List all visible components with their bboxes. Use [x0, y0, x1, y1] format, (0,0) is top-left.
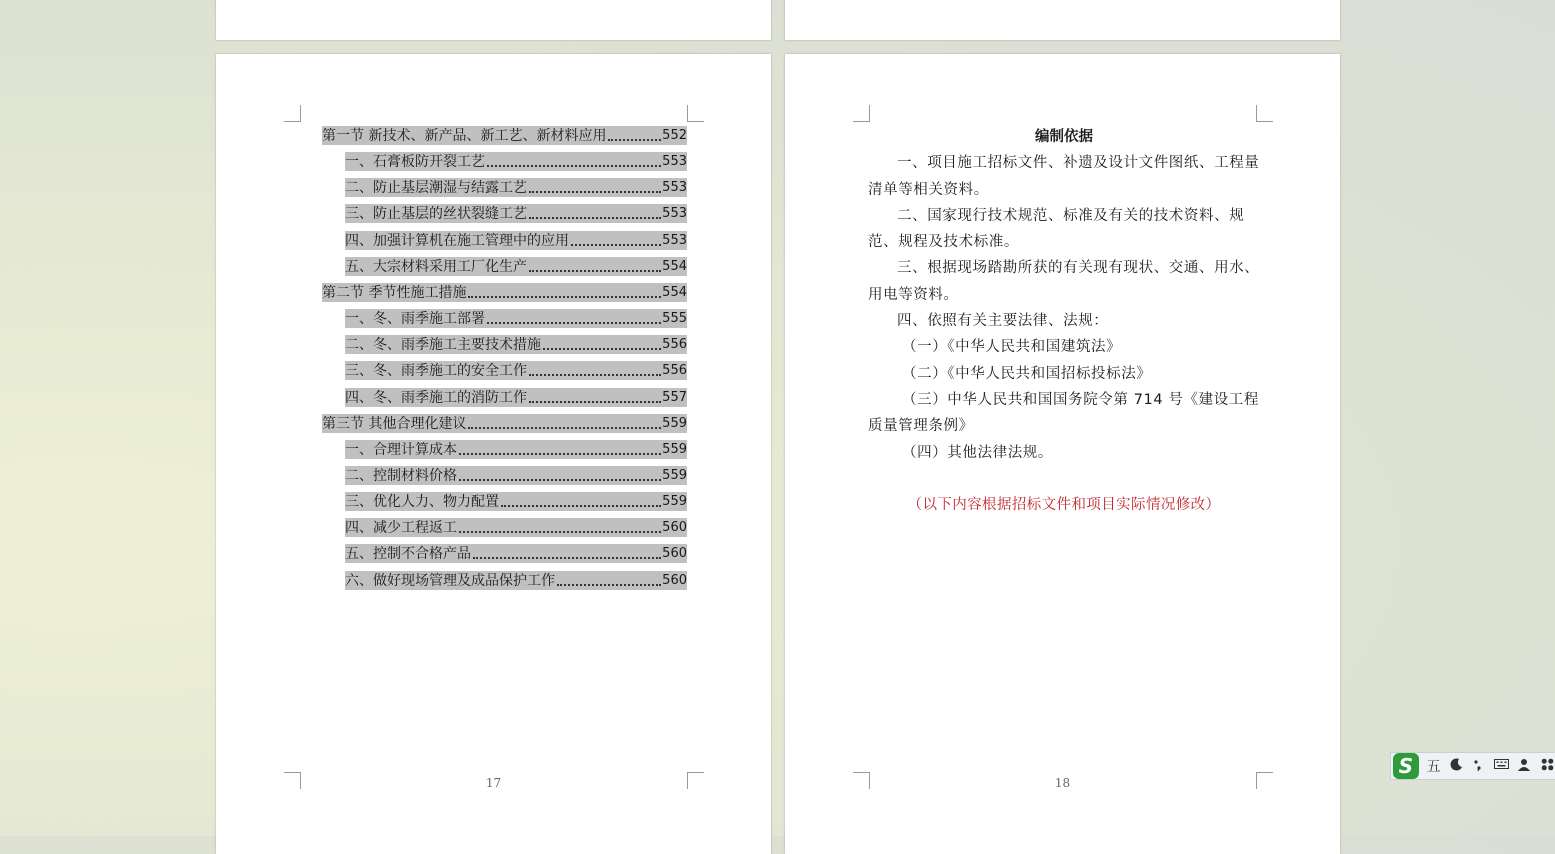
previous-page-left — [216, 0, 771, 40]
toc-entry-title: 五、控制不合格产品 — [345, 546, 471, 563]
toc-entry-page: 559 — [662, 441, 687, 457]
toc-entry-title: 第一节 新技术、新产品、新工艺、新材料应用 — [322, 128, 607, 144]
law-item: （四）其他法律法规。 — [902, 444, 1053, 461]
toc-entry[interactable] — [345, 466, 687, 485]
toc-entry-page: 559 — [662, 467, 687, 483]
toc-entry-title: 第二节 季节性施工措施 — [322, 284, 467, 301]
toc-entry-page: 556 — [662, 363, 687, 379]
previous-page-right — [785, 0, 1340, 40]
crop-mark — [284, 105, 301, 122]
toc-entry-title: 第三节 其他合理化建议 — [322, 415, 467, 432]
toc-entry[interactable] — [345, 231, 687, 250]
toc-entry-title: 二、控制材料价格 — [345, 467, 457, 484]
toc-entry-title: 三、优化人力、物力配置 — [345, 494, 499, 511]
toc-entry-title: 一、冬、雨季施工部署 — [345, 311, 485, 328]
toc-entry-title: 一、合理计算成本 — [345, 441, 457, 458]
page-body[interactable] — [868, 124, 1260, 518]
input-mode-toggle[interactable]: 五 — [1426, 759, 1441, 775]
toc-entry-page: 560 — [662, 572, 687, 588]
toc-leader-dots — [473, 553, 661, 559]
toc-leader-dots — [543, 344, 661, 350]
toc-entry-title: 六、做好现场管理及成品保护工作 — [345, 572, 555, 589]
law-item: （一）《中华人民共和国建筑法》 — [902, 339, 1122, 356]
grid-icon[interactable] — [1539, 758, 1555, 775]
toc-entry[interactable] — [345, 335, 687, 354]
toc-leader-dots — [459, 449, 661, 455]
crop-mark — [687, 105, 704, 122]
paragraph: 三、根据现场踏勘所获的有关现有现状、交通、用水、用电等资料。 — [868, 260, 1260, 303]
toc-entry-page: 552 — [662, 128, 687, 143]
toc-entry-page: 553 — [662, 232, 687, 248]
toc-entry-page: 555 — [662, 311, 687, 327]
document-page-18[interactable] — [785, 54, 1340, 854]
toc-entry[interactable] — [345, 571, 687, 590]
toc-leader-dots — [571, 240, 661, 246]
user-icon[interactable] — [1517, 758, 1533, 775]
page-number: 17 — [485, 776, 502, 790]
toc-entry-title: 四、加强计算机在施工管理中的应用 — [345, 232, 569, 249]
toc-leader-dots — [487, 161, 661, 167]
toc-entry-title: 四、冬、雨季施工的消防工作 — [345, 389, 527, 406]
toc-entry[interactable] — [345, 178, 687, 197]
toc-entry-title: 四、减少工程返工 — [345, 520, 457, 537]
toc-leader-dots — [529, 213, 661, 219]
toc-entry[interactable] — [345, 544, 687, 563]
toc-entry[interactable] — [345, 492, 687, 511]
toc-leader-dots — [557, 580, 661, 586]
toc-entry[interactable] — [345, 152, 687, 171]
toc-leader-dots — [529, 397, 661, 403]
toc-entry[interactable] — [322, 126, 687, 145]
punctuation-icon[interactable] — [1471, 758, 1487, 775]
toc-leader-dots — [529, 187, 661, 193]
toc-leader-dots — [487, 318, 661, 324]
toc-entry-title: 三、防止基层的丝状裂缝工艺 — [345, 206, 527, 223]
red-note: （以下内容根据招标文件和项目实际情况修改） — [907, 496, 1221, 513]
keyboard-icon[interactable] — [1494, 758, 1510, 774]
toc-entry-page: 559 — [662, 415, 687, 431]
toc-leader-dots — [529, 370, 661, 376]
toc-entry-page: 557 — [662, 389, 687, 405]
toc-entry-title: 二、防止基层潮湿与结露工艺 — [345, 180, 527, 197]
toc-entry-page: 559 — [662, 494, 687, 510]
toc-entry-page: 553 — [662, 206, 687, 222]
toc-entry-page: 560 — [662, 520, 687, 536]
toc-leader-dots — [608, 135, 661, 141]
paragraph: 一、项目施工招标文件、补遗及设计文件图纸、工程量清单等相关资料。 — [868, 155, 1260, 198]
toc-entry-title: 二、冬、雨季施工主要技术措施 — [345, 337, 541, 354]
toc-entry[interactable] — [345, 440, 687, 459]
toc-leader-dots — [529, 266, 661, 272]
toc-entry[interactable] — [345, 204, 687, 223]
toc-entry-title: 一、石膏板防开裂工艺 — [345, 154, 485, 171]
section-title: 编制依据 — [1035, 129, 1093, 145]
toc-leader-dots — [468, 423, 661, 429]
crop-mark — [1256, 105, 1273, 122]
paragraph: 二、国家现行技术规范、标准及有关的技术资料、规范、规程及技术标准。 — [868, 207, 1245, 251]
moon-icon[interactable] — [1448, 758, 1464, 775]
toc-entry-page: 553 — [662, 180, 687, 196]
ime-toolbar[interactable] — [1390, 752, 1555, 780]
toc-entry-page: 556 — [662, 337, 687, 353]
toc-leader-dots — [468, 292, 661, 298]
toc-leader-dots — [501, 501, 661, 507]
law-item: （三）中华人民共和国国务院令第 714 号《建设工程质量管理条例》 — [868, 391, 1259, 435]
paragraph: 四、依照有关主要法律、法规： — [897, 313, 1109, 330]
toc-entry[interactable] — [345, 361, 687, 380]
toc-entry-page: 554 — [662, 284, 687, 300]
sogou-logo-icon[interactable]: S — [1393, 753, 1419, 779]
toc-entry-page: 553 — [662, 154, 687, 170]
page-number: 18 — [1054, 776, 1071, 790]
toc-entry[interactable] — [345, 388, 687, 407]
toc-entry[interactable] — [322, 414, 687, 433]
toc-entry-page: 560 — [662, 546, 687, 562]
toc-entry[interactable] — [345, 257, 687, 276]
toc-entry[interactable] — [345, 309, 687, 328]
crop-mark — [853, 105, 870, 122]
toc-leader-dots — [459, 527, 661, 533]
toc-leader-dots — [459, 475, 661, 481]
toc-entry-title: 五、大宗材料采用工厂化生产 — [345, 258, 527, 275]
toc-entry[interactable] — [345, 518, 687, 537]
toc-entry-title: 三、冬、雨季施工的安全工作 — [345, 363, 527, 380]
law-item: （二）《中华人民共和国招标投标法》 — [902, 365, 1152, 382]
toc-entry-page: 554 — [662, 258, 687, 274]
document-page-17[interactable] — [216, 54, 771, 854]
toc-entry[interactable] — [322, 283, 687, 302]
